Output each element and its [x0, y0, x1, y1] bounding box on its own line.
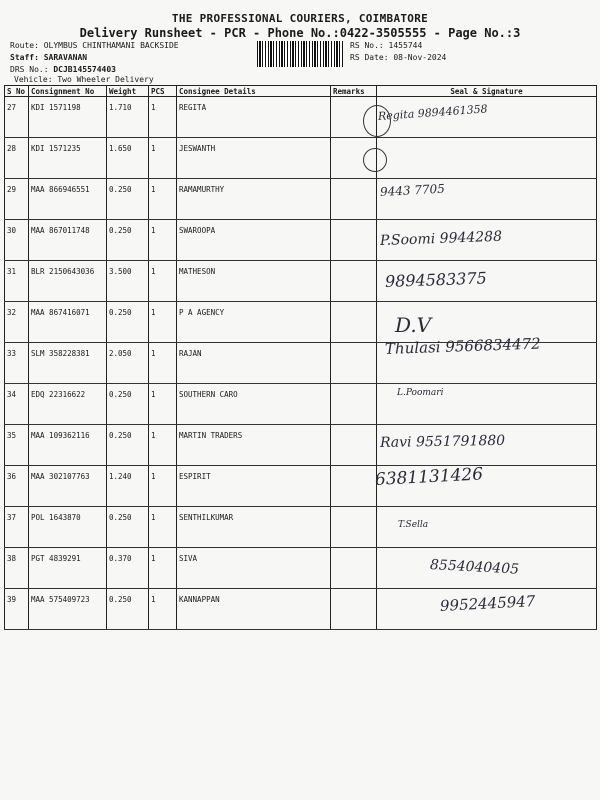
col-seal-signature: Seal & Signature: [377, 86, 597, 97]
cell-remarks: [331, 220, 377, 261]
cell-remarks: [331, 302, 377, 343]
handwritten-signature: Ravi 9551791880: [379, 432, 506, 451]
cell-sno: 31: [5, 261, 29, 302]
staff-value: SARAVANAN: [43, 53, 88, 62]
cell-consignee: SOUTHERN CARO: [177, 384, 331, 425]
vehicle-label: Vehicle:: [14, 75, 53, 84]
rs-no-line: [350, 40, 422, 51]
cell-consignment: EDQ 22316622: [29, 384, 107, 425]
col-sno: S No: [5, 86, 29, 97]
col-consignment: Consignment No: [29, 86, 107, 97]
cell-sno: 33: [5, 343, 29, 384]
cell-sno: 39: [5, 589, 29, 630]
handwritten-signature: 6381131426: [374, 464, 484, 490]
cell-pcs: 1: [149, 302, 177, 343]
cell-pcs: 1: [149, 425, 177, 466]
cell-consignment: PGT 4839291: [29, 548, 107, 589]
rs-date-value: 08-Nov-2024: [393, 53, 447, 62]
cell-signature: [377, 138, 597, 179]
cell-pcs: 1: [149, 220, 177, 261]
vehicle-value: Two Wheeler Delivery: [57, 75, 154, 84]
table-row: [5, 384, 597, 425]
handwritten-signature: Regita 9894461358: [377, 102, 488, 123]
cell-pcs: 1: [149, 589, 177, 630]
handwritten-signature: T.Sella: [398, 520, 429, 530]
rs-no-label: RS No.:: [350, 41, 384, 50]
cell-consignee: P A AGENCY: [177, 302, 331, 343]
cell-consignment: MAA 867011748: [29, 220, 107, 261]
cell-remarks: [331, 507, 377, 548]
company-title: THE PROFESSIONAL COURIERS, COIMBATORE: [171, 12, 429, 25]
cell-remarks: [331, 261, 377, 302]
cell-pcs: 1: [149, 179, 177, 220]
cell-remarks: [331, 425, 377, 466]
cell-remarks: [331, 466, 377, 507]
vehicle-line: [14, 74, 154, 85]
cell-consignee: RAMAMURTHY: [177, 179, 331, 220]
cell-pcs: 1: [149, 97, 177, 138]
handwritten-signature: 9443 7705: [379, 181, 446, 199]
cell-pcs: 1: [149, 138, 177, 179]
cell-consignee: SWAROOPA: [177, 220, 331, 261]
staff-label: Staff:: [10, 53, 39, 62]
cell-remarks: [331, 548, 377, 589]
cell-weight: 0.250: [107, 220, 149, 261]
cell-sno: 32: [5, 302, 29, 343]
barcode: [257, 41, 343, 67]
col-weight: Weight: [107, 86, 149, 97]
table-row: [5, 507, 597, 548]
cell-consignment: KDI 1571235: [29, 138, 107, 179]
cell-remarks: [331, 384, 377, 425]
cell-weight: 1.240: [107, 466, 149, 507]
cell-weight: 0.250: [107, 425, 149, 466]
cell-consignment: MAA 575409723: [29, 589, 107, 630]
handwritten-signature: P.Soomi 9944288: [379, 228, 503, 249]
drs-value: DCJB145574403: [53, 65, 116, 74]
cell-consignment: BLR 2150643036: [29, 261, 107, 302]
cell-consignment: POL 1643870: [29, 507, 107, 548]
table-row: [5, 425, 597, 466]
handwritten-signature: 9894583375: [384, 268, 488, 291]
col-consignee: Consignee Details: [177, 86, 331, 97]
route-label: Route:: [10, 41, 39, 50]
cell-weight: 1.710: [107, 97, 149, 138]
handwritten-signature: D.V: [395, 313, 432, 337]
handwritten-signature: 9952445947: [439, 592, 536, 615]
staff-line: [10, 52, 87, 63]
cell-consignment: MAA 866946551: [29, 179, 107, 220]
cell-sno: 27: [5, 97, 29, 138]
cell-consignee: JESWANTH: [177, 138, 331, 179]
cell-weight: 0.370: [107, 548, 149, 589]
cell-consignee: MARTIN TRADERS: [177, 425, 331, 466]
cell-weight: 0.250: [107, 302, 149, 343]
cell-consignee: RAJAN: [177, 343, 331, 384]
cell-weight: 0.250: [107, 589, 149, 630]
cell-pcs: 1: [149, 507, 177, 548]
cell-remarks: [331, 589, 377, 630]
handwritten-signature: L.Poomari: [397, 388, 444, 398]
col-remarks: Remarks: [331, 86, 377, 97]
cell-remarks: [331, 179, 377, 220]
handwritten-signature: 8554040405: [429, 557, 520, 578]
signature-scribble: [363, 148, 387, 172]
drs-label: DRS No.:: [10, 65, 49, 74]
table-row: [5, 261, 597, 302]
table-header-row: [5, 86, 597, 97]
cell-sno: 30: [5, 220, 29, 261]
cell-pcs: 1: [149, 261, 177, 302]
table-row: [5, 138, 597, 179]
rs-date-line: [350, 52, 446, 63]
cell-sno: 29: [5, 179, 29, 220]
cell-consignee: SIVA: [177, 548, 331, 589]
handwritten-signature: Thulasi 9566834472: [384, 334, 541, 358]
cell-weight: 1.650: [107, 138, 149, 179]
rs-date-label: RS Date:: [350, 53, 389, 62]
runsheet-subtitle: Delivery Runsheet - PCR - Phone No.:0422-3505555 - Page No.:3: [79, 26, 521, 40]
cell-sno: 35: [5, 425, 29, 466]
route-value: OLYMBUS CHINTHAMANI BACKSIDE: [43, 41, 179, 50]
cell-remarks: [331, 343, 377, 384]
cell-weight: 3.500: [107, 261, 149, 302]
cell-pcs: 1: [149, 343, 177, 384]
cell-weight: 0.250: [107, 179, 149, 220]
cell-sno: 38: [5, 548, 29, 589]
cell-weight: 2.050: [107, 343, 149, 384]
cell-consignment: SLM 358228381: [29, 343, 107, 384]
table-row: [5, 466, 597, 507]
col-pcs: PCS: [149, 86, 177, 97]
table-row: [5, 179, 597, 220]
cell-pcs: 1: [149, 384, 177, 425]
route-line: [10, 40, 179, 51]
table-row: [5, 220, 597, 261]
cell-consignee: MATHESON: [177, 261, 331, 302]
cell-sno: 28: [5, 138, 29, 179]
cell-sno: 36: [5, 466, 29, 507]
cell-weight: 0.250: [107, 507, 149, 548]
cell-consignment: MAA 109362116: [29, 425, 107, 466]
runsheet-table: [4, 85, 597, 630]
rs-no-value: 1455744: [388, 41, 423, 50]
cell-consignment: KDI 1571198: [29, 97, 107, 138]
cell-consignee: REGITA: [177, 97, 331, 138]
cell-sno: 34: [5, 384, 29, 425]
cell-consignee: KANNAPPAN: [177, 589, 331, 630]
cell-pcs: 1: [149, 466, 177, 507]
table-row: [5, 97, 597, 138]
cell-weight: 0.250: [107, 384, 149, 425]
cell-pcs: 1: [149, 548, 177, 589]
cell-sno: 37: [5, 507, 29, 548]
cell-consignee: SENTHILKUMAR: [177, 507, 331, 548]
cell-consignee: ESPIRIT: [177, 466, 331, 507]
cell-consignment: MAA 867416071: [29, 302, 107, 343]
cell-consignment: MAA 302107763: [29, 466, 107, 507]
